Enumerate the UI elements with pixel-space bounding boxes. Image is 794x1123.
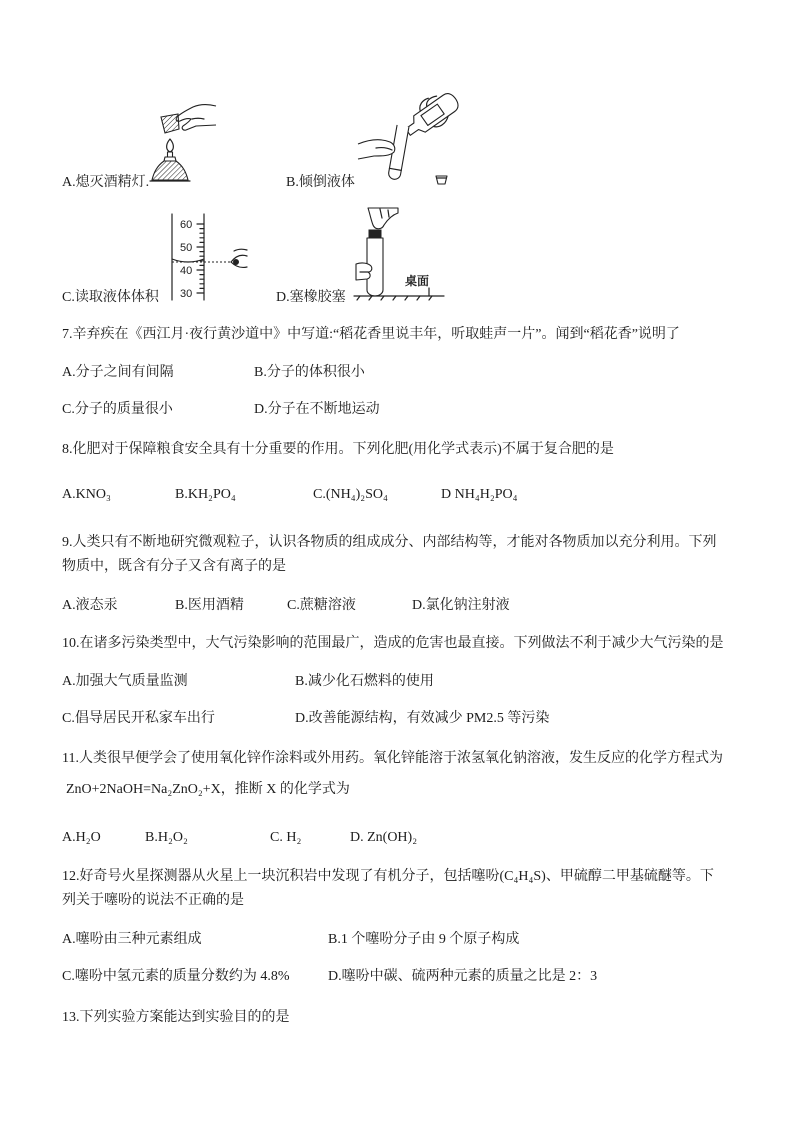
tick-label-30: 30	[180, 288, 193, 300]
question-stem-line-2: 列关于噻吩的说法不正确的是	[62, 893, 244, 908]
question-stem-line-1: 11.人类很早便学会了使用氧化锌作涂料或外用药。氧化锌能溶于浓氢氧化钠溶液，发生反应的化学方程式为	[62, 751, 723, 766]
question-stem: 8.化肥对于保障粮食安全具有十分重要的作用。下列化肥(用化学式表示)不属于复合肥的是	[62, 442, 614, 457]
q6-option-b: B.倾倒液体	[286, 175, 355, 190]
option-b: B.KH₂PO₄	[175, 487, 236, 502]
hand-outline	[176, 105, 216, 131]
option-b: B.医用酒精	[175, 598, 244, 613]
chemical-equation-line: ZnO+2NaOH=Na₂ZnO₂+X，推断 X 的化学式为	[66, 782, 350, 797]
option-b: B.H₂O₂	[145, 830, 188, 845]
hand-icon	[176, 105, 216, 131]
eyebrow	[234, 249, 247, 251]
alcohol-lamp-icon	[150, 152, 190, 181]
hatch-line	[417, 296, 420, 300]
lamp-body	[152, 161, 188, 180]
option-d: D NH₄H₂PO₄	[441, 487, 518, 502]
lamp-cap-body	[161, 114, 179, 133]
rubber-stopper-figure	[352, 206, 448, 302]
option-c: C.分子的质量很小	[62, 402, 173, 417]
q6-option-d: D.塞橡胶塞	[276, 290, 346, 305]
bottle-stopper-icon	[436, 176, 447, 184]
hand-icon	[356, 263, 372, 280]
option-a: A.液态汞	[62, 598, 118, 613]
option-a: A.噻吩由三种元素组成	[62, 932, 202, 947]
eye-icon	[231, 249, 247, 267]
table-hatch	[357, 296, 432, 300]
hatch-line	[369, 296, 372, 300]
option-c: C.倡导居民开私家车出行	[62, 711, 215, 726]
pouring-liquid-figure	[356, 92, 476, 188]
option-a: A.分子之间有间隔	[62, 365, 174, 380]
option-b: B.减少化石燃料的使用	[295, 674, 434, 689]
table-label: 桌面	[405, 274, 430, 288]
hatch-line	[393, 296, 396, 300]
hatch-line	[405, 296, 408, 300]
option-b: B.1 个噻吩分子由 9 个原子构成	[328, 932, 520, 947]
q6-option-c: C.读取液体体积	[62, 290, 159, 305]
option-d: D.分子在不断地运动	[254, 402, 380, 417]
option-d: D.改善能源结构，有效减少 PM2.5 等污染	[295, 711, 550, 726]
alcohol-lamp-figure	[148, 100, 218, 186]
hatch-line	[357, 296, 360, 300]
option-a: A.H₂O	[62, 830, 101, 845]
option-c: C.噻吩中氢元素的质量分数约为 4.8%	[62, 969, 290, 984]
question-stem: 7.辛弃疾在《西江月·夜行黄沙道中》中写道:“稻花香里说丰年，听取蛙声一片”。闻到“稻花香”说明了	[62, 327, 680, 342]
eye-pupil	[234, 260, 239, 265]
option-d: D.噻吩中碳、硫两种元素的质量之比是 2：3	[328, 969, 598, 984]
question-stem-line-1: 12.好奇号火星探测器从火星上一块沉积岩中发现了有机分子，包括噻吩(C₄H₄S)、甲硫醇二甲基硫醚等。下	[62, 869, 714, 884]
option-b: B.分子的体积很小	[254, 365, 365, 380]
question-stem: 10.在诸多污染类型中，大气污染影响的范围最广，造成的危害也最直接。下列做法不利于减少大气污染的是	[62, 636, 724, 651]
hatch-line	[381, 296, 384, 300]
hatch-line	[429, 296, 432, 300]
hand-icon	[358, 140, 395, 159]
option-d: D.氯化钠注射液	[412, 598, 510, 613]
lamp-cap-icon	[161, 114, 179, 133]
lamp-neck	[164, 157, 176, 161]
lamp-wick	[168, 152, 173, 157]
graduated-cylinder-figure	[168, 212, 252, 302]
flame-icon	[167, 139, 174, 152]
question-stem-line-1: 9.人类只有不断地研究微观粒子，认识各物质的组成成分、内部结构等，才能对各物质加以充分利用。下列	[62, 535, 717, 550]
tick-label-40: 40	[180, 265, 193, 277]
question-stem-line-2: 物质中，既含有分子又含有离子的是	[62, 559, 286, 574]
tick-label-60: 60	[180, 219, 193, 231]
option-a: A.加强大气质量监测	[62, 674, 188, 689]
hand-icon	[368, 208, 398, 229]
tick-label-50: 50	[180, 242, 193, 254]
question-stem: 13.下列实验方案能达到实验目的的是	[62, 1010, 290, 1025]
option-c: C.(NH₄)₂SO₄	[313, 487, 388, 502]
option-a: A.KNO₃	[62, 487, 111, 502]
option-d: D. Zn(OH)₂	[350, 830, 418, 845]
option-c: C. H₂	[270, 830, 302, 845]
option-c: C.蔗糖溶液	[287, 598, 356, 613]
cylinder-ticks	[197, 224, 204, 293]
hand-pressing-stopper	[368, 208, 398, 229]
q6-option-a: A.熄灭酒精灯.	[62, 175, 150, 190]
